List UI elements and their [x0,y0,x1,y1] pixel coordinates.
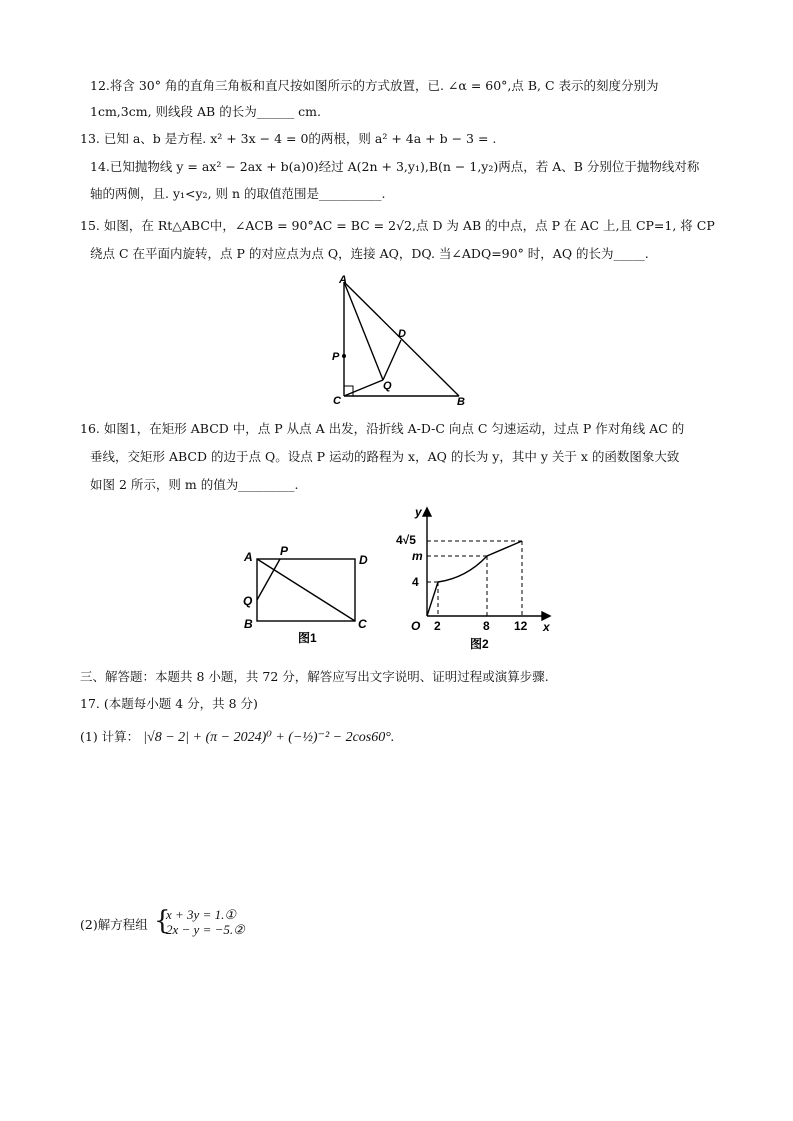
label-q: Q [383,380,392,392]
point-p [342,354,346,358]
q17-part2 [80,917,148,933]
section3-title: 三、解答题：本题共 8 小题，共 72 分，解答应写出文字说明、证明过程或演算步骤. [80,669,549,684]
q12-line1: 12.将含 30° 角的直角三角板和直尺按如图所示的方式放置，已. ∠α = 60°,点 B, C 表示的刻度分别为 [90,78,659,93]
function-curve [427,541,522,616]
q13-line1: 13. 已知 a、b 是方程. x² + 3x − 4 = 0的两根，则 a² + 4a + b − 3 = . [80,131,497,146]
label-d: D [359,553,368,567]
q17-part1 [80,729,394,746]
origin-label: O [411,619,421,633]
fig1-caption: 图1 [298,631,317,645]
q17-header: 17. (本题每小题 4 分，共 8 分) [80,696,258,711]
q17-part1-label: (1) 计算： [80,729,140,744]
label-q: Q [243,594,253,608]
axis-x-label: x [543,620,550,634]
x-tick-2: 2 [434,619,441,633]
q14-line2: 轴的两侧，且. y₁<y₂, 则 n 的取值范围是__________. [90,186,386,201]
y-tick-4sqrt5: 4√5 [396,533,416,547]
system-brace: { [154,906,171,936]
label-c: C [333,395,341,407]
segment-aq [344,282,383,380]
y-arrow [423,508,431,516]
q17-eq2: 2x − y = −5.② [166,922,245,937]
x-tick-8: 8 [483,619,490,633]
q16-figure1 [240,542,375,650]
x-tick-12: 12 [514,619,528,633]
q16-figure2 [392,502,560,654]
q15-line1: 15. 如图，在 Rt△ABC中，∠ACB = 90°AC = BC = 2√2,点 D 为 AB 的中点，点 P 在 AC 上,且 CP=1, 将 CP [80,218,715,233]
y-tick-4: 4 [412,575,419,589]
segment-dq [383,340,401,380]
segment-cq [344,380,383,396]
diagonal-ac [257,559,355,621]
label-p: P [280,544,289,558]
q16-line3: 如图 2 所示，则 m 的值为_________. [90,477,299,492]
q17-eq1: x + 3y = 1.① [166,907,236,922]
x-arrow [542,612,550,620]
segment-pq [257,559,280,600]
label-b: B [457,396,465,408]
label-a: A [339,274,347,286]
label-a: A [244,550,253,564]
q15-figure [325,272,475,408]
q16-line1: 16. 如图1，在矩形 ABCD 中，点 P 从点 A 出发，沿折线 A-D-C 向点 C 匀速运动，过点 P 作对角线 AC 的 [80,421,685,436]
axis-y-label: y [415,505,422,519]
q17-part2-label: (2)解方程组 [80,917,148,932]
q16-line2: 垂线，交矩形 ABCD 的边于点 Q。设点 P 运动的路程为 x，AQ 的长为 y，其中 y 关于 x 的函数图象大致 [90,449,680,464]
q17-part1-expr: |√8 − 2| + (π − 2024)⁰ + (−½)⁻² − 2cos60°. [143,730,395,745]
fig2-caption: 图2 [470,637,489,651]
q14-line1: 14.已知抛物线 y = ax² − 2ax + b(a)0)经过 A(2n + 3,y₁),B(n − 1,y₂)两点，若 A、B 分别位于抛物线对称 [90,159,700,174]
label-c: C [358,617,367,631]
q15-line2: 绕点 C 在平面内旋转，点 P 的对应点为点 Q，连接 AQ，DQ. 当∠ADQ=90° 时，AQ 的长为_____. [90,246,649,261]
label-b: B [244,617,253,631]
y-tick-m: m [412,549,423,563]
q12-line2: 1cm,3cm, 则线段 AB 的长为______ cm. [90,104,321,119]
label-p: P [332,351,340,363]
label-d: D [398,328,406,340]
